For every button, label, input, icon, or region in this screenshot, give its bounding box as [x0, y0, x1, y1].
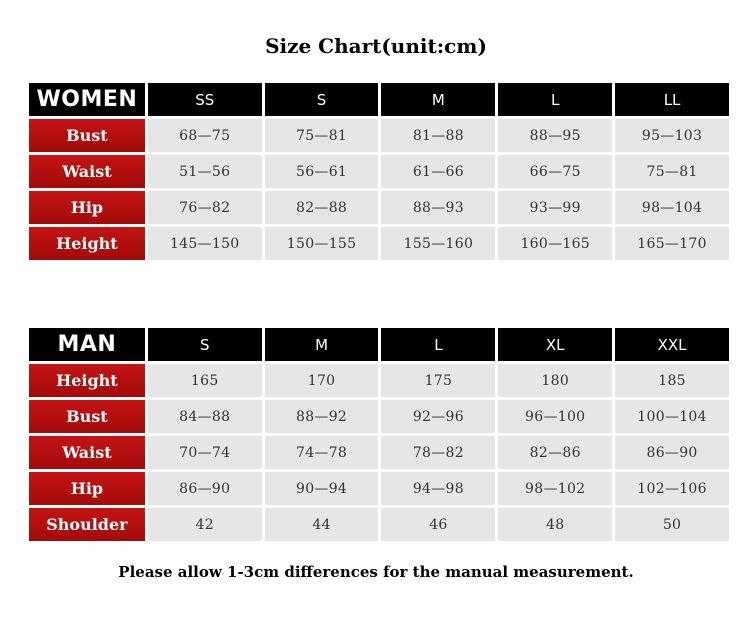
table-cell: 145—150 [148, 227, 262, 260]
table-row [29, 436, 729, 469]
size-header: S [148, 328, 262, 361]
table-cell: 61—66 [381, 155, 495, 188]
table-row [29, 364, 729, 397]
table-row [29, 119, 729, 152]
table-cell: 155—160 [381, 227, 495, 260]
table-cell: 42 [148, 508, 262, 541]
table-cell: 185 [615, 364, 729, 397]
table-cell: 81—88 [381, 119, 495, 152]
table-cell: 86—90 [148, 472, 262, 505]
row-label-height: Height [29, 364, 145, 397]
table-cell: 96—100 [498, 400, 612, 433]
table-cell: 160—165 [498, 227, 612, 260]
table-cell: 68—75 [148, 119, 262, 152]
table-cell: 86—90 [615, 436, 729, 469]
table-cell: 56—61 [265, 155, 379, 188]
table-cell: 78—82 [381, 436, 495, 469]
table-cell: 165—170 [615, 227, 729, 260]
women-size-table [29, 83, 729, 263]
table-cell: 82—88 [265, 191, 379, 224]
table-cell: 74—78 [265, 436, 379, 469]
table-cell: 92—96 [381, 400, 495, 433]
page-title: Size Chart(unit:cm) [265, 34, 487, 58]
table-cell: 50 [615, 508, 729, 541]
table-row [29, 472, 729, 505]
table-header-row [29, 328, 729, 361]
table-cell: 98—104 [615, 191, 729, 224]
man-corner-label: MAN [29, 328, 145, 361]
table-cell: 90—94 [265, 472, 379, 505]
man-size-table [29, 328, 729, 544]
table-cell: 98—102 [498, 472, 612, 505]
row-label-hip: Hip [29, 191, 145, 224]
table-header-row [29, 83, 729, 116]
row-label-bust: Bust [29, 119, 145, 152]
size-header: XXL [615, 328, 729, 361]
women-corner-label: WOMEN [29, 83, 145, 116]
table-cell: 82—86 [498, 436, 612, 469]
row-label-waist: Waist [29, 436, 145, 469]
table-cell: 51—56 [148, 155, 262, 188]
table-cell: 95—103 [615, 119, 729, 152]
table-row [29, 191, 729, 224]
size-header: M [381, 83, 495, 116]
table-cell: 75—81 [265, 119, 379, 152]
row-label-bust: Bust [29, 400, 145, 433]
table-cell: 102—106 [615, 472, 729, 505]
table-cell: 180 [498, 364, 612, 397]
row-label-hip: Hip [29, 472, 145, 505]
table-cell: 100—104 [615, 400, 729, 433]
table-row [29, 227, 729, 260]
table-cell: 75—81 [615, 155, 729, 188]
table-cell: 88—93 [381, 191, 495, 224]
table-cell: 170 [265, 364, 379, 397]
table-row [29, 155, 729, 188]
size-header: S [265, 83, 379, 116]
table-cell: 48 [498, 508, 612, 541]
table-cell: 88—95 [498, 119, 612, 152]
table-cell: 88—92 [265, 400, 379, 433]
table-cell: 46 [381, 508, 495, 541]
table-cell: 84—88 [148, 400, 262, 433]
size-header: M [265, 328, 379, 361]
table-cell: 93—99 [498, 191, 612, 224]
row-label-shoulder: Shoulder [29, 508, 145, 541]
row-label-waist: Waist [29, 155, 145, 188]
row-label-height: Height [29, 227, 145, 260]
table-cell: 70—74 [148, 436, 262, 469]
table-cell: 76—82 [148, 191, 262, 224]
measurement-note: Please allow 1-3cm differences for the manual measurement. [118, 563, 634, 581]
table-row [29, 400, 729, 433]
table-cell: 165 [148, 364, 262, 397]
size-header: XL [498, 328, 612, 361]
table-row [29, 508, 729, 541]
size-header: L [381, 328, 495, 361]
size-header: LL [615, 83, 729, 116]
table-cell: 175 [381, 364, 495, 397]
size-header: SS [148, 83, 262, 116]
table-cell: 44 [265, 508, 379, 541]
table-cell: 94—98 [381, 472, 495, 505]
table-cell: 66—75 [498, 155, 612, 188]
size-header: L [498, 83, 612, 116]
table-cell: 150—155 [265, 227, 379, 260]
